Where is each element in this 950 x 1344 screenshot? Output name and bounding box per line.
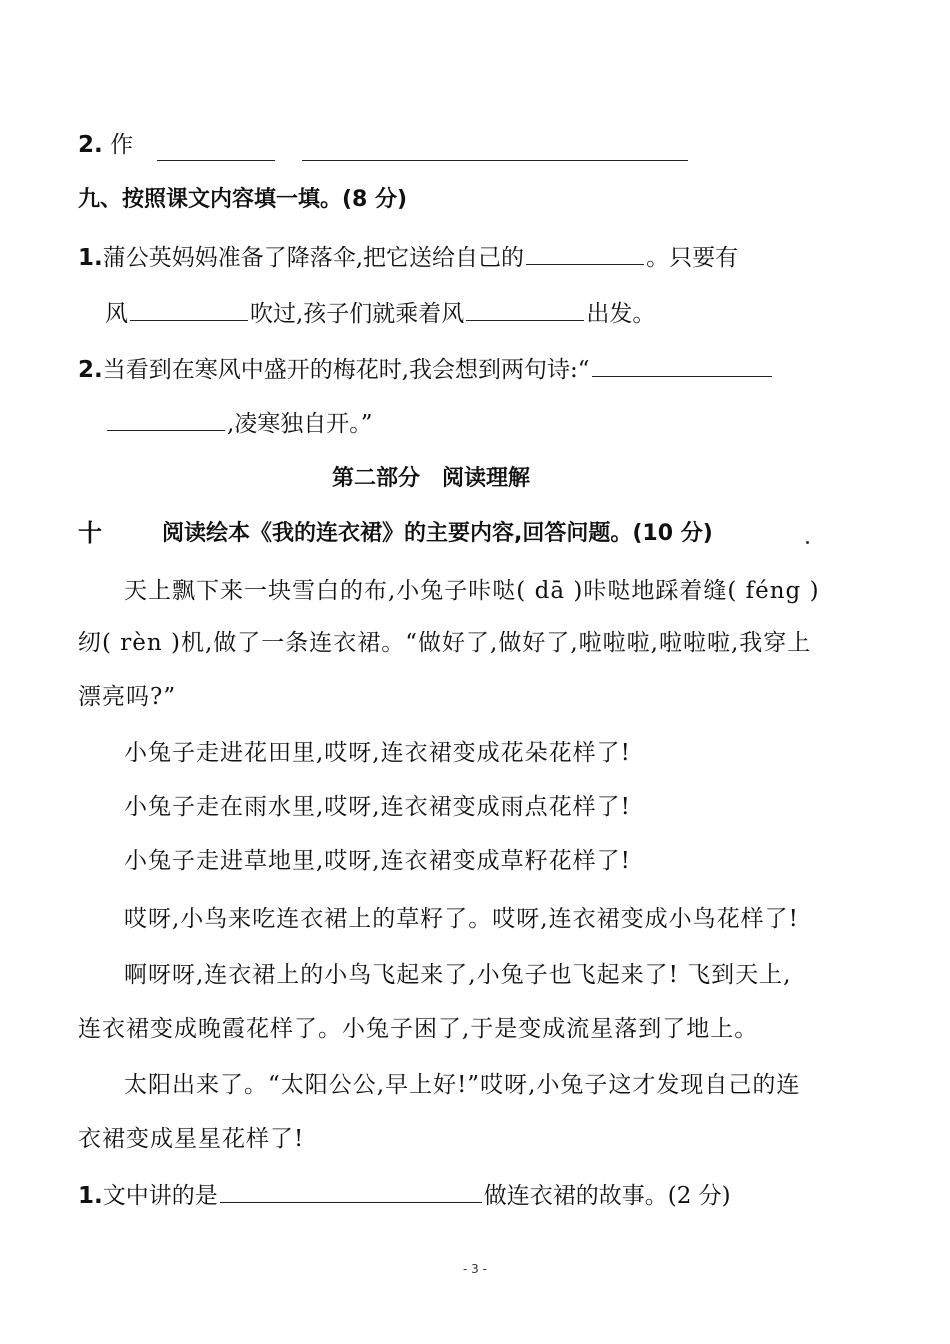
answer-blank[interactable] [107, 408, 225, 431]
item-number: 2. [78, 357, 103, 383]
part-2-title: 第二部分 阅读理解 [332, 466, 531, 491]
story-paragraph-7-line-1: 太阳出来了。“太阳公公,早上好!”哎呀,小兔子这才发现自己的连 [124, 1072, 801, 1098]
section-9-heading: 九、按照课文内容填一填。(8 分) [78, 187, 408, 212]
story-paragraph-2: 小兔子走进花田里,哎呀,连衣裙变成花朵花样了! [124, 740, 631, 766]
question-9-1-line-2 [105, 298, 655, 329]
answer-blank[interactable] [526, 242, 644, 265]
question-9-2-line-1 [78, 354, 774, 385]
question-8-item-2 [78, 130, 133, 160]
story-paragraph-3: 小兔子走在雨水里,哎呀,连衣裙变成雨点花样了! [124, 794, 631, 820]
question-text: ,凌寒独自开。” [227, 411, 373, 437]
story-paragraph-5: 哎呀,小鸟来吃连衣裙上的草籽了。哎呀,连衣裙变成小鸟花样了! [124, 906, 799, 932]
scan-speck [806, 541, 809, 544]
answer-blank[interactable] [130, 298, 248, 321]
question-text: 出发。 [586, 301, 656, 327]
page-number: - 3 - [463, 1262, 487, 1276]
item-number: 1. [78, 245, 103, 271]
question-10-1 [78, 1180, 731, 1211]
answer-blank[interactable] [157, 138, 275, 161]
section-10-number: 十 [78, 519, 102, 547]
item-number: 1. [78, 1183, 103, 1209]
section-10-heading: 阅读绘本《我的连衣裙》的主要内容,回答问题。(10 分) [162, 521, 713, 546]
story-paragraph-7-line-2: 衣裙变成星星花样了! [78, 1126, 305, 1152]
question-text: 。只要有 [646, 245, 739, 271]
question-text: 风 [105, 301, 128, 327]
item-number: 2. [78, 132, 103, 158]
story-paragraph-1-line-1: 天上飘下来一块雪白的布,小兔子咔哒( dā )咔哒地踩着缝( féng ) [124, 578, 820, 604]
question-text: 当看到在寒风中盛开的梅花时,我会想到两句诗:“ [102, 357, 590, 383]
question-9-2-line-2 [105, 408, 373, 439]
question-text: 文中讲的是 [102, 1183, 218, 1209]
answer-blank[interactable] [592, 354, 772, 377]
story-paragraph-1-line-2: 纫( rèn )机,做了一条连衣裙。“做好了,做好了,啦啦啦,啦啦啦,我穿上 [78, 630, 812, 656]
answer-blank[interactable] [466, 298, 584, 321]
story-paragraph-6-line-1: 啊呀呀,连衣裙上的小鸟飞起来了,小兔子也飞起来了! 飞到天上, [124, 962, 792, 988]
story-paragraph-6-line-2: 连衣裙变成晚霞花样了。小兔子困了,于是变成流星落到了地上。 [78, 1016, 759, 1042]
question-text: 蒲公英妈妈准备了降落伞,把它送给自己的 [102, 245, 525, 271]
question-9-1-line-1 [78, 242, 738, 273]
question-text: 做连衣裙的故事。(2 分) [483, 1183, 731, 1209]
item-text: 作 [110, 132, 134, 158]
question-text: 吹过,孩子们就乘着风 [250, 301, 465, 327]
answer-blank[interactable] [302, 138, 688, 161]
answer-blank[interactable] [220, 1180, 482, 1203]
story-paragraph-4: 小兔子走进草地里,哎呀,连衣裙变成草籽花样了! [124, 848, 631, 874]
story-paragraph-1-line-3: 漂亮吗?” [78, 684, 177, 710]
